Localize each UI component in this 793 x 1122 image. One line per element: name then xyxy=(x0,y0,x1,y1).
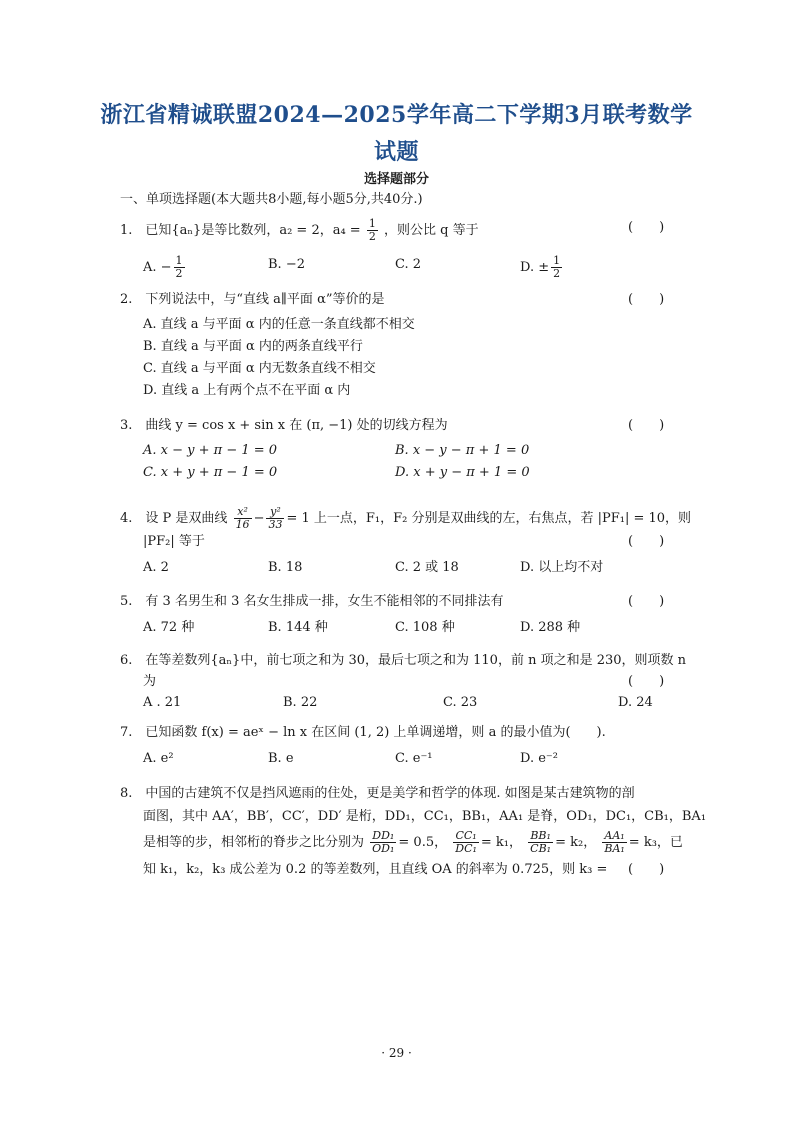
q6-answer-bracket: ( ) xyxy=(628,674,665,689)
q7-option-c: C. e⁻¹ xyxy=(395,751,433,766)
page-number: · 29 · xyxy=(381,1046,412,1060)
question-6: 6. 在等差数列{aₙ}中，前七项之和为 30，最后七项之和为 110，前 n 项之和是 230，则项数 n xyxy=(120,653,687,668)
q6-option-a: A . 21 xyxy=(143,695,182,710)
q1-answer-bracket: ( ) xyxy=(628,220,665,235)
section-subtitle: 选择题部分 xyxy=(363,172,429,187)
q3-option-c: C. x + y + π − 1 = 0 xyxy=(143,465,278,480)
q3-option-a: A. x − y + π − 1 = 0 xyxy=(143,443,278,458)
q4-answer-bracket: ( ) xyxy=(628,534,665,549)
q5-option-a: A. 72 种 xyxy=(143,620,195,635)
q2-option-c: C. 直线 a 与平面 α 内无数条直线不相交 xyxy=(143,361,376,376)
q6-option-d: D. 24 xyxy=(618,695,653,710)
q3-option-b: B. x − y − π + 1 = 0 xyxy=(395,443,530,458)
q8-answer-bracket: ( ) xyxy=(628,862,665,877)
q3-answer-bracket: ( ) xyxy=(628,418,665,433)
question-4: 4. 设 P 是双曲线 $\frac{\text{x²}}{16}$ − $\frac{\text{y²}}{33}$ = 1 上一点，F₁，F₂ 分别是双曲线的左，右焦点，若 |PF₁| = 10，则 xyxy=(120,505,692,531)
q4-fraction-y: $\frac{\text{y²}}{33}$ xyxy=(268,505,283,531)
q1-option-c: C. 2 xyxy=(395,257,422,272)
page-title-line1: 浙江省精诚联盟2024—2025学年高二下学期3月联考数学 xyxy=(100,102,693,128)
q4-option-a: A. 2 xyxy=(143,560,169,575)
q2-option-d: D. 直线 a 上有两个点不在平面 α 内 xyxy=(143,383,351,398)
q2-answer-bracket: ( ) xyxy=(628,292,665,307)
q3-option-d: D. x + y − π + 1 = 0 xyxy=(395,465,530,480)
question-8: 8. 中国的古建筑不仅是挡风遮雨的住处，更是美学和哲学的体现. 如图是某古建筑物的剖 xyxy=(120,786,635,801)
q5-answer-bracket: ( ) xyxy=(628,594,665,609)
q1-option-d: D. ± $\frac{1}{2}$ xyxy=(520,254,561,280)
q4-option-b: B. 18 xyxy=(268,560,303,575)
q7-option-a: A. e² xyxy=(143,751,174,766)
question-8-line3: 是相等的步，相邻桁的脊步之比分别为 $\frac{\text{DD₁}}{\text{OD₁}}$ = 0.5， $\frac{\text{CC₁}}{\text{DC₁}}$ = k₁， $\frac{\text{BB₁}}{\text{CB₁}}$ = k₂， $\frac{\text{AA₁}}{\text{BA₁}}$ = k₃，已 xyxy=(143,829,683,855)
question-5: 5. 有 3 名男生和 3 名女生排成一排，女生不能相邻的不同排法有 xyxy=(120,594,504,609)
q1-option-a: A. − $\frac{1}{2}$ xyxy=(143,254,183,280)
page-title-line2: 试题 xyxy=(373,139,419,165)
q4-option-c: C. 2 或 18 xyxy=(395,560,459,575)
question-7: 7. 已知函数 f(x) = aeˣ − ln x 在区间 (1, 2) 上单调递增，则 a 的最小值为( ). xyxy=(120,725,606,740)
q5-option-d: D. 288 种 xyxy=(520,620,581,635)
q1-text: 1. 已知{aₙ}是等比数列，a₂ = 2，a₄ = xyxy=(120,223,361,238)
q7-option-d: D. e⁻² xyxy=(520,751,558,766)
question-3: 3. 曲线 y = cos x + sin x 在 (π, −1) 处的切线方程为 xyxy=(120,418,448,433)
q5-option-b: B. 144 种 xyxy=(268,620,328,635)
section-heading: 一、单项选择题(本大题共8小题,每小题5分,共40分.) xyxy=(120,192,423,207)
question-2: 2. 下列说法中，与“直线 a∥平面 α”等价的是 xyxy=(120,292,385,307)
question-8-line4: 知 k₁，k₂，k₃ 成公差为 0.2 的等差数列，且直线 OA 的斜率为 0.725，则 k₃ = xyxy=(143,862,608,877)
q7-option-b: B. e xyxy=(268,751,294,766)
q4-fraction-x: $\frac{\text{x²}}{16}$ xyxy=(235,505,250,531)
q2-option-b: B. 直线 a 与平面 α 内的两条直线平行 xyxy=(143,339,363,354)
q1-option-b: B. −2 xyxy=(268,257,305,272)
q5-option-c: C. 108 种 xyxy=(395,620,455,635)
q1-text-end: ，则公比 q 等于 xyxy=(383,223,479,238)
question-8-line2: 面图，其中 AA′，BB′，CC′，DD′ 是桁，DD₁，CC₁，BB₁，AA₁ 是脊，OD₁，DC₁，CB₁，BA₁ xyxy=(143,809,707,824)
question-6-cont: 为 xyxy=(143,674,157,689)
q6-option-c: C. 23 xyxy=(443,695,478,710)
q1-fraction: $\frac{1}{2}$ xyxy=(368,217,376,243)
q2-option-a: A. 直线 a 与平面 α 内的任意一条直线都不相交 xyxy=(143,317,415,332)
question-4-cont: |PF₂| 等于 xyxy=(143,534,205,549)
q6-option-b: B. 22 xyxy=(283,695,318,710)
question-1 xyxy=(120,218,479,243)
q4-option-d: D. 以上均不对 xyxy=(520,560,604,575)
